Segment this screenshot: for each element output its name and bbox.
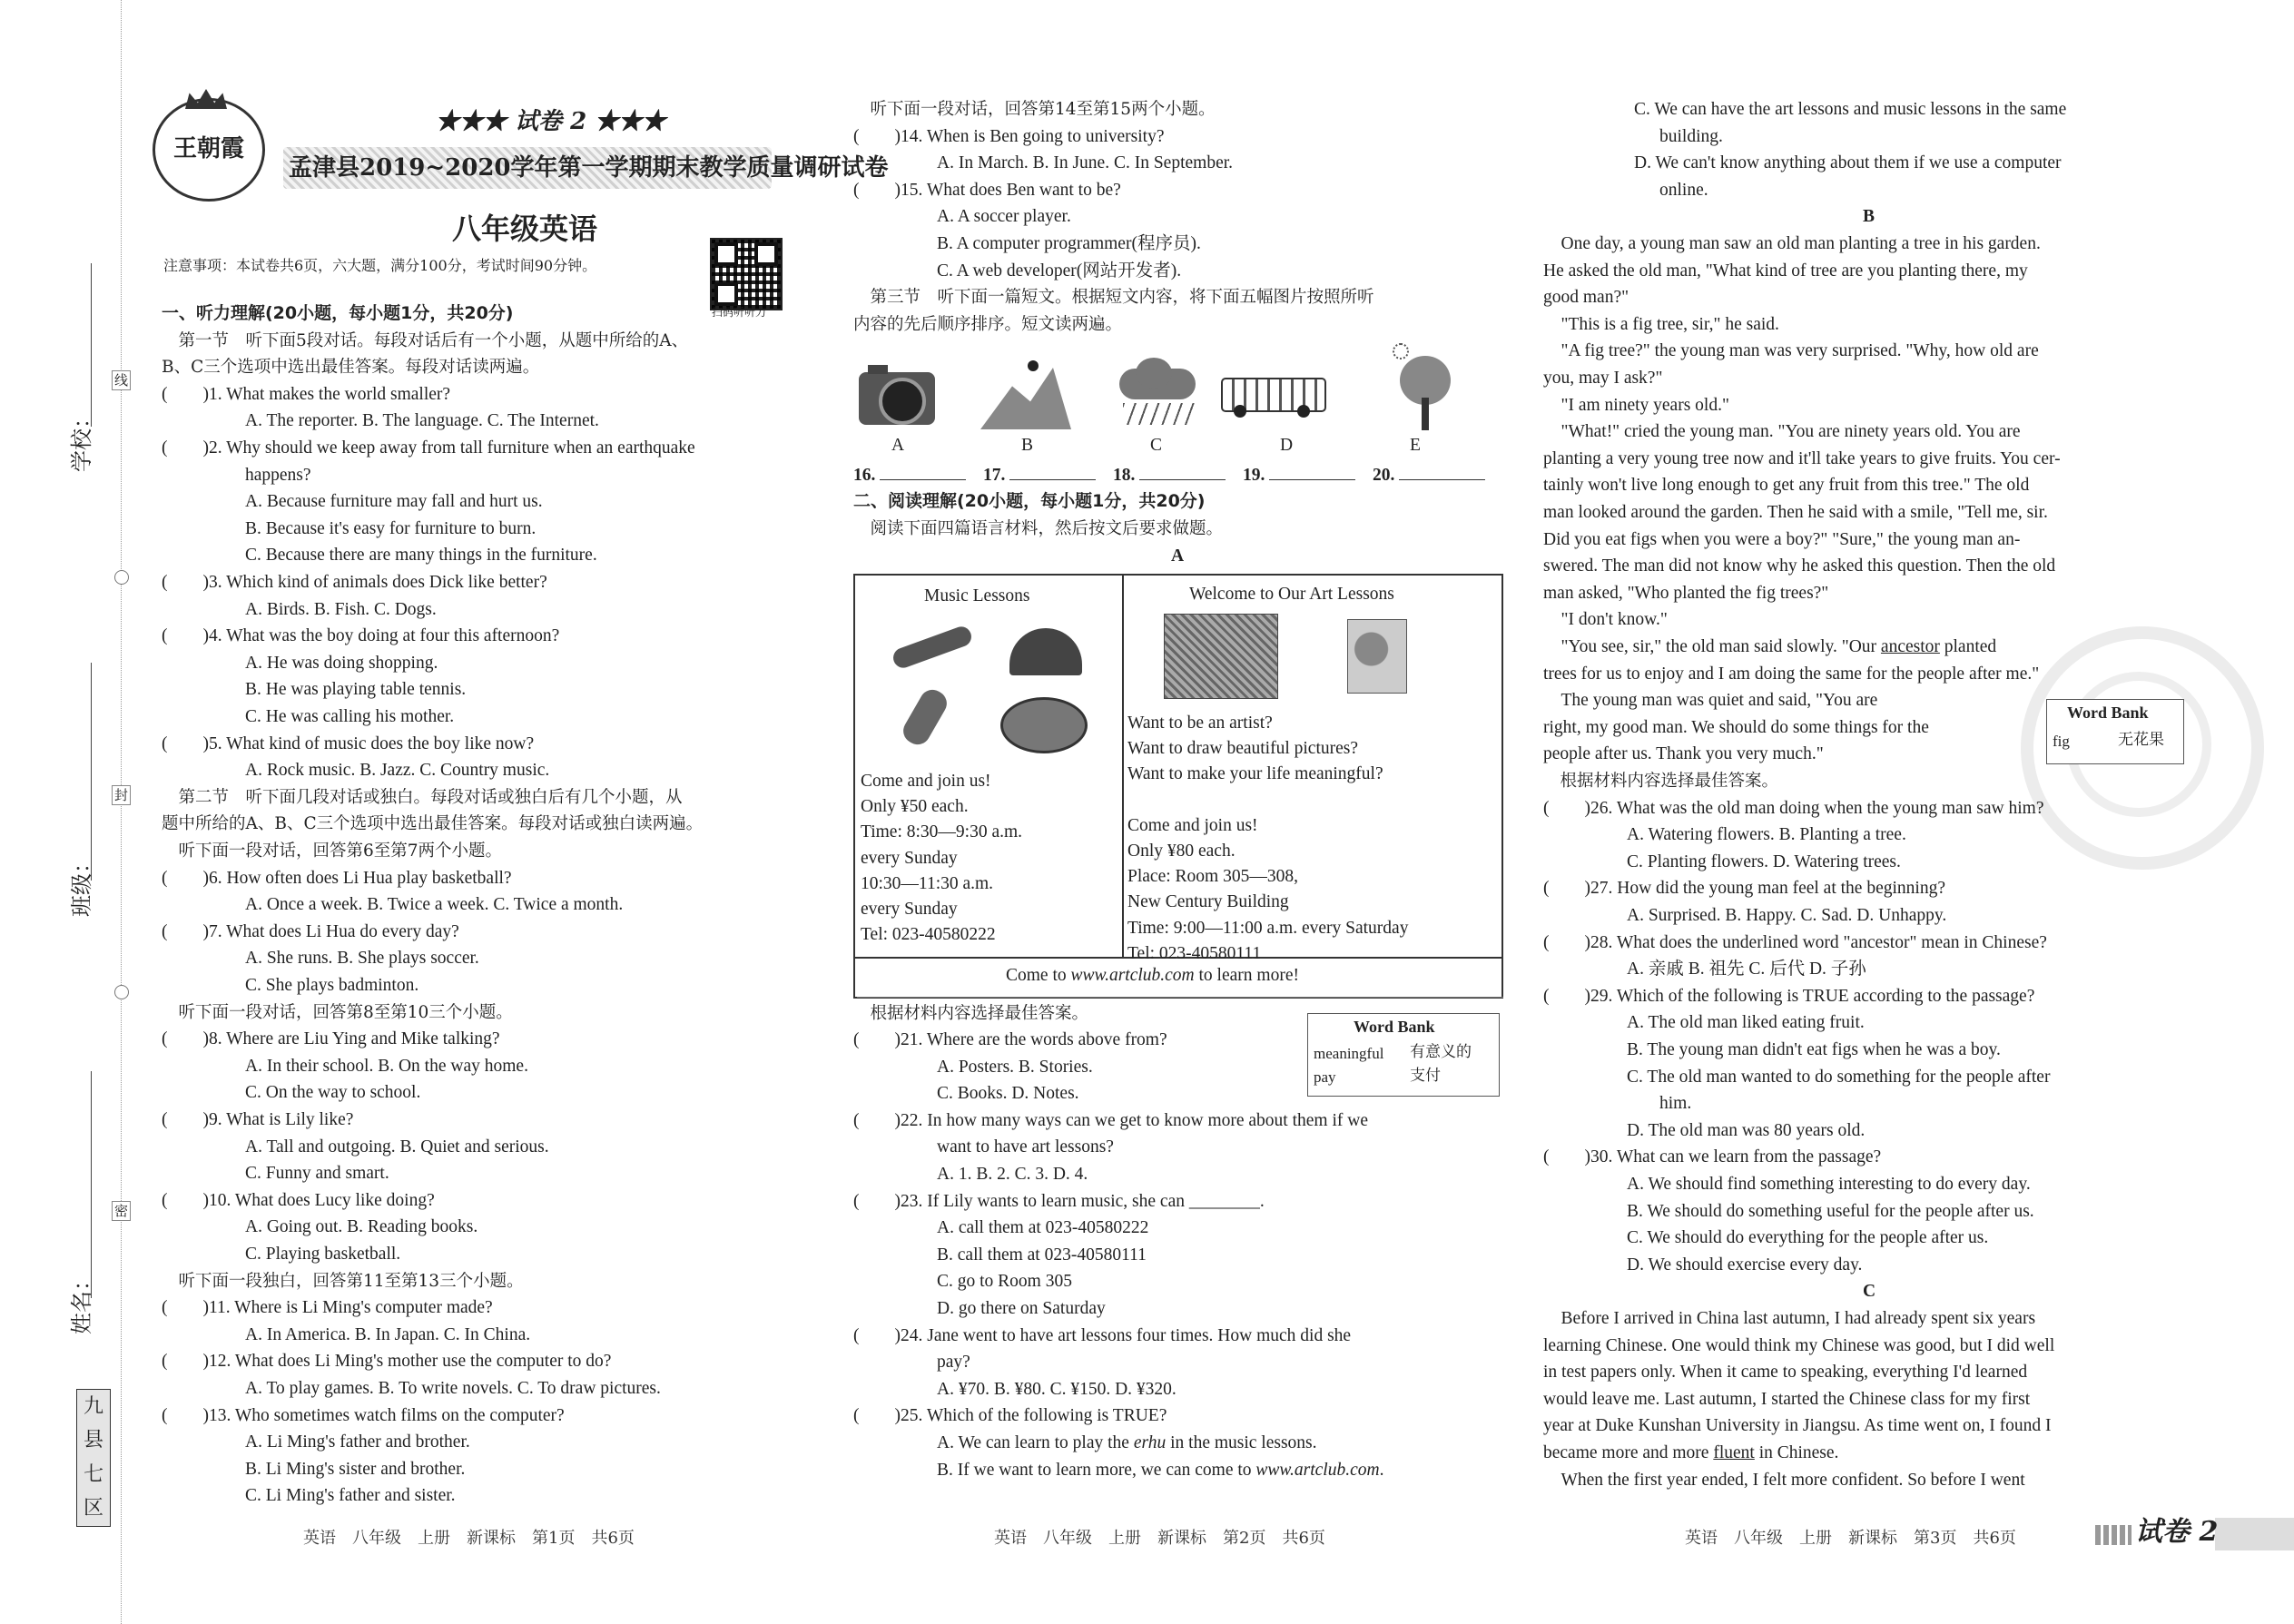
option-line: C. Li Ming's father and sister.: [245, 1486, 456, 1506]
passage-line: year at Duke Kunshan University in Jiangsu. As time went on, I found I: [1543, 1416, 2052, 1436]
binding-dashed-line: [121, 0, 122, 1624]
option-line: B. call them at 023-40580111: [937, 1245, 1147, 1265]
binding-dot-2: [114, 985, 129, 999]
corner-stripe: [2095, 1525, 2132, 1545]
question-line[interactable]: ( )3. Which kind of animals does Dick like better?: [162, 573, 547, 592]
option-line: B. Li Ming's sister and brother.: [245, 1459, 466, 1479]
question-line[interactable]: ( )10. What does Lucy like doing?: [162, 1190, 435, 1210]
passage-line: He asked the old man, "What kind of tree are you planting there, my: [1543, 261, 2028, 281]
picture-label-e: E: [1410, 436, 1421, 455]
piano-icon: [1009, 628, 1082, 675]
name-blank: [91, 1071, 92, 1298]
passage-line: The young man was quiet and said, "You are: [1543, 691, 1878, 711]
lesson-info-line: Tel: 023-40580222: [861, 925, 996, 945]
passage-line: "You see, sir," the old man said slowly. "Our ancestor planted: [1543, 637, 1997, 656]
school-label: 学校：: [69, 407, 94, 472]
option-line: A. The reporter. B. The language. C. The Internet.: [245, 411, 599, 431]
option-line: C. We can have the art lessons and music lessons in the same: [1634, 100, 2067, 119]
option-line: C. On the way to school.: [245, 1083, 421, 1103]
question-line[interactable]: ( )4. What was the boy doing at four this afternoon?: [162, 626, 560, 646]
seal-mark-line: 线: [112, 370, 131, 390]
option-line: C. A web developer(网站开发者).: [937, 261, 1182, 281]
lesson-info-line: Want to make your life meaningful?: [1127, 764, 1383, 784]
answer-blank-20[interactable]: 20.: [1373, 461, 1485, 489]
question-line[interactable]: ( )14. When is Ben going to university?: [853, 126, 1165, 146]
instruction-line: 题中所给的A、B、C三个选项中选出最佳答案。每段对话或独白读两遍。: [162, 814, 704, 834]
lesson-info-line: Place: Room 305—308,: [1127, 867, 1298, 887]
lesson-info-line: Only ¥80 each.: [1127, 842, 1236, 861]
picture-label-b: B: [1021, 436, 1034, 455]
option-line: C. She plays badminton.: [245, 976, 419, 995]
question-line[interactable]: ( )29. Which of the following is TRUE according to the passage?: [1543, 986, 2035, 1006]
option-line: A. She runs. B. She plays soccer.: [245, 949, 479, 969]
table-footer: Come to www.artclub.com to learn more!: [1006, 966, 1299, 985]
option-line: want to have art lessons?: [937, 1137, 1114, 1157]
passage-line: people after us. Thank you very much.": [1543, 744, 1824, 764]
instruction-line: 内容的先后顺序排序。短文读两遍。: [853, 314, 1123, 334]
question-line[interactable]: ( )27. How did the young man feel at the beginning?: [1543, 879, 1945, 899]
question-line[interactable]: ( )7. What does Li Hua do every day?: [162, 921, 459, 941]
passage-a-label: A: [1171, 546, 1185, 566]
question-line[interactable]: ( )24. Jane went to have art lessons four times. How much did she: [853, 1325, 1352, 1345]
option-line: C. We should do everything for the people after us.: [1627, 1228, 1989, 1248]
picture-label-d: D: [1280, 436, 1294, 455]
region-char: 县: [83, 1429, 103, 1452]
answer-blank-16[interactable]: 16.: [853, 461, 966, 489]
option-line: B. He was playing table tennis.: [245, 680, 467, 700]
option-line: A. call them at 023-40580222: [937, 1218, 1149, 1238]
passage-line: man asked, "Who planted the fig trees?": [1543, 583, 1829, 603]
passage-line: right, my good man. We should do some things for the: [1543, 717, 1929, 737]
passage-line: "A fig tree?" the young man was very surprised. "Why, how old are: [1543, 341, 2039, 361]
picture-label-a: A: [891, 436, 905, 455]
passage-line: tainly won't live long enough to get any fruit from this tree." The old: [1543, 476, 2030, 496]
question-line[interactable]: ( )9. What is Lily like?: [162, 1110, 354, 1129]
answer-blank-17[interactable]: 17.: [983, 461, 1096, 489]
passage-line: good man?": [1543, 288, 1629, 308]
section-title: 一、听力理解(20小题，每小题1分，共20分): [162, 303, 514, 323]
art-lessons-title: Welcome to Our Art Lessons: [1189, 585, 1394, 604]
word-bank-cn: 无花果: [2118, 731, 2164, 749]
word-bank-en-2: pay: [1314, 1068, 1336, 1086]
passage-line: Before I arrived in China last autumn, I had already spent six years: [1543, 1309, 2036, 1328]
passage-line: "I am ninety years old.": [1543, 395, 1729, 415]
seal-mark-seal: 封: [112, 785, 131, 805]
passage-line: you, may I ask?": [1543, 369, 1663, 388]
passage-line: man looked around the garden. Then he said with a smile, "Tell me, sir.: [1543, 503, 2048, 522]
option-line: C. The old man wanted to do something for the people after: [1627, 1067, 2051, 1087]
question-line[interactable]: ( )15. What does Ben want to be?: [853, 180, 1121, 200]
lesson-info-line: Time: 9:00—11:00 a.m. every Saturday: [1127, 918, 1409, 938]
question-line[interactable]: ( )25. Which of the following is TRUE?: [853, 1406, 1167, 1426]
page-footer-2: 英语 八年级 上册 新课标 第2页 共6页: [994, 1529, 1325, 1548]
option-line: A. Once a week. B. Twice a week. C. Twice a month.: [245, 895, 624, 915]
option-line: A. He was doing shopping.: [245, 653, 438, 673]
question-line[interactable]: ( )2. Why should we keep away from tall furniture when an earthquake: [162, 438, 695, 458]
lesson-info-line: Only ¥50 each.: [861, 797, 969, 817]
question-line[interactable]: ( )28. What does the underlined word "ancestor" mean in Chinese?: [1543, 932, 2047, 952]
answer-blank-19[interactable]: 19.: [1243, 461, 1355, 489]
option-line: C. Funny and smart.: [245, 1164, 389, 1184]
seal-mark-secret: 密: [112, 1201, 131, 1221]
table-shadow-line: [857, 997, 1503, 998]
question-line[interactable]: ( )21. Where are the words above from?: [853, 1030, 1167, 1049]
question-line[interactable]: ( )22. In how many ways can we get to know more about them if we: [853, 1110, 1368, 1130]
bus-picture: [1221, 374, 1323, 418]
art-painting-1: [1164, 614, 1278, 699]
subject-title: 八年级英语: [452, 212, 598, 246]
question-line[interactable]: ( )1. What makes the world smaller?: [162, 384, 451, 404]
picture-label-c: C: [1150, 436, 1163, 455]
option-line: D. We should exercise every day.: [1627, 1255, 1863, 1275]
class-label: 班级：: [69, 851, 94, 917]
option-line: building.: [1659, 126, 1723, 146]
question-line[interactable]: ( )8. Where are Liu Ying and Mike talking?: [162, 1029, 500, 1049]
passage-line: in test papers only. When it came to speaking, everything I'd learned: [1543, 1363, 2028, 1383]
region-char: 七: [83, 1462, 103, 1486]
name-label: 姓名：: [69, 1269, 94, 1334]
question-line[interactable]: ( )30. What can we learn from the passage?: [1543, 1147, 1882, 1167]
option-line: A. 1. B. 2. C. 3. D. 4.: [937, 1165, 1088, 1184]
word-bank-b: [2046, 699, 2184, 764]
passage-line: "This is a fig tree, sir," he said.: [1543, 314, 1779, 334]
column-1: [162, 0, 815, 1624]
lesson-info-line: every Sunday: [861, 900, 958, 919]
option-line: D. We can't know anything about them if we use a computer: [1634, 153, 2062, 173]
option-line: D. The old man was 80 years old.: [1627, 1120, 1866, 1140]
lesson-info-line: Want to draw beautiful pictures?: [1127, 739, 1359, 759]
option-line: A. 亲戚 B. 祖先 C. 后代 D. 子孙: [1627, 960, 1866, 979]
passage-a-instruction: 根据材料内容选择最佳答案。: [853, 1004, 1089, 1023]
option-line: A. Li Ming's father and brother.: [245, 1432, 470, 1452]
region-char: 区: [83, 1497, 103, 1521]
option-line: A. Surprised. B. Happy. C. Sad. D. Unhappy.: [1627, 906, 1947, 925]
passage-heading: B: [1863, 207, 1876, 227]
option-line: A. In America. B. In Japan. C. In China.: [245, 1324, 531, 1344]
option-line: pay?: [937, 1353, 970, 1373]
reading-intro: 阅读下面四篇语言材料，然后按文后要求做题。: [853, 519, 1224, 538]
instruction-line: 听下面一段对话，回答第6至第7两个小题。: [162, 842, 503, 861]
option-line: A. In March. B. In June. C. In September.: [937, 153, 1234, 173]
option-line: B. If we want to learn more, we can come to www.artclub.com.: [937, 1460, 1384, 1480]
option-line: him.: [1659, 1094, 1692, 1114]
page-footer-3: 英语 八年级 上册 新课标 第3页 共6页: [1685, 1529, 2016, 1548]
option-line: C. Planting flowers. D. Watering trees.: [1627, 851, 1901, 871]
option-line: A. A soccer player.: [937, 207, 1071, 227]
question-line[interactable]: ( )13. Who sometimes watch films on the computer?: [162, 1405, 565, 1425]
option-line: A. The old man liked eating fruit.: [1627, 1013, 1865, 1033]
option-line: A. In their school. B. On the way home.: [245, 1056, 528, 1076]
artclub-link[interactable]: www.artclub.com: [1070, 966, 1195, 985]
lesson-info-line: Come and join us!: [861, 772, 991, 791]
option-line: A. Going out. B. Reading books.: [245, 1217, 478, 1237]
word-bank-a: [1307, 1013, 1500, 1097]
passage-line: planting a very young tree now and it'll take years to give fruits. You cer-: [1543, 448, 2061, 468]
option-line: C. He was calling his mother.: [245, 707, 455, 726]
option-line: C. go to Room 305: [937, 1272, 1072, 1292]
exam-notice: 注意事项：本试卷共6页，六大题，满分100分，考试时间90分钟。: [163, 257, 597, 274]
passage-line: learning Chinese. One would think my Chinese was good, but I did well: [1543, 1335, 2055, 1355]
page-footer-1: 英语 八年级 上册 新课标 第1页 共6页: [303, 1529, 635, 1548]
option-line: A. We can learn to play the erhu in the music lessons.: [937, 1433, 1317, 1452]
instruction-line: 听下面一段对话，回答第14至第15两个小题。: [853, 100, 1216, 119]
option-line: C. Playing basketball.: [245, 1245, 401, 1264]
passage-line: swered. The man did not know why he asked this question. Then the old: [1543, 556, 2056, 576]
question-line[interactable]: ( )23. If Lily wants to learn music, she can ________.: [853, 1191, 1265, 1211]
option-line: online.: [1659, 180, 1708, 200]
class-blank: [91, 663, 92, 881]
passage-heading: C: [1863, 1282, 1876, 1302]
violin-icon: [899, 685, 951, 749]
instruction-line: 听下面一段对话，回答第8至第10三个小题。: [162, 1002, 513, 1022]
option-line: C. Because there are many things in the furniture.: [245, 546, 597, 566]
instruction-line: 第一节 听下面5段对话。每段对话后有一个小题，从题中所给的A、: [162, 330, 689, 350]
binding-dot-1: [114, 570, 129, 585]
music-lessons-title: Music Lessons: [924, 586, 1030, 605]
guitar-icon: [891, 624, 974, 670]
question-line[interactable]: ( )5. What kind of music does the boy like now?: [162, 733, 535, 753]
school-blank: [91, 263, 92, 427]
passage-line: "I don't know.": [1543, 610, 1668, 630]
tree-picture: [1393, 343, 1456, 430]
instruction-line: 根据材料内容选择最佳答案。: [1543, 772, 1779, 791]
lesson-info-line: Want to be an artist?: [1127, 714, 1273, 733]
word-bank-en: fig: [2053, 733, 2070, 750]
passage-line: trees for us to enjoy and I am doing the same for the people after me.": [1543, 664, 2040, 684]
table-divider-vertical: [1122, 576, 1124, 957]
option-line: A. Birds. B. Fish. C. Dogs.: [245, 599, 437, 619]
lesson-info-line: 10:30—11:30 a.m.: [861, 873, 994, 893]
reading-section-title: 二、阅读理解(20小题，每小题1分，共20分): [853, 491, 1206, 511]
lesson-info-line: Tel: 023-40580111: [1127, 943, 1262, 963]
camera-picture: [855, 361, 939, 430]
brand-name: 王朝霞: [172, 135, 244, 163]
option-line: B. Because it's easy for furniture to burn.: [245, 518, 537, 538]
question-line[interactable]: ( )26. What was the old man doing when the young man saw him?: [1543, 798, 2044, 818]
instruction-line: 第二节 听下面几段对话或独白。每段对话或独白后有几个小题，从: [162, 787, 683, 807]
answer-blank-18[interactable]: 18.: [1113, 461, 1226, 489]
word-bank-cn-2: 支付: [1410, 1067, 1441, 1085]
drum-icon: [1000, 697, 1088, 753]
passage-line: became more and more fluent in Chinese.: [1543, 1443, 1839, 1462]
option-line: A. Posters. B. Stories.: [937, 1057, 1093, 1077]
option-line: A. Rock music. B. Jazz. C. Country music.: [245, 761, 550, 781]
question-line[interactable]: ( )12. What does Li Ming's mother use the computer to do?: [162, 1352, 612, 1372]
corner-label: 试卷 2: [2135, 1516, 2219, 1548]
option-line: B. We should do something useful for the people after us.: [1627, 1201, 2034, 1221]
lesson-info-line: Come and join us!: [1127, 815, 1258, 835]
passage-line: Did you eat figs when you were a boy?" "Sure," the young man an-: [1543, 529, 2021, 549]
passage-line: One day, a young man saw an old man planting a tree in his garden.: [1543, 234, 2041, 253]
exam-title: 孟津县2019~2020学年第一学期期末教学质量调研试卷: [289, 154, 889, 182]
instruction-line: 第三节 听下面一篇短文。根据短文内容，将下面五幅图片按照所听: [853, 288, 1374, 308]
option-line: A. To play games. B. To write novels. C. To draw pictures.: [245, 1379, 661, 1398]
region-box: [76, 1389, 111, 1527]
instruction-line: B、C三个选项中选出最佳答案。每段对话读两遍。: [162, 358, 540, 378]
option-line: happens?: [245, 465, 311, 485]
passage-line: "What!" cried the young man. "You are ninety years old. You are: [1543, 422, 2021, 442]
question-line[interactable]: ( )6. How often does Li Hua play basketball?: [162, 868, 512, 888]
option-line: A. Because furniture may fall and hurt us.: [245, 492, 543, 512]
lesson-info-line: Time: 8:30—9:30 a.m.: [861, 822, 1023, 842]
region-char: 九: [83, 1394, 103, 1418]
instruction-line: 听下面一段独白，回答第11至第13三个小题。: [162, 1271, 524, 1291]
question-line[interactable]: ( )11. Where is Li Ming's computer made?: [162, 1298, 493, 1318]
binding-margin: [0, 0, 145, 1624]
option-line: B. A computer programmer(程序员).: [937, 234, 1201, 253]
option-line: C. Books. D. Notes.: [937, 1084, 1079, 1104]
column-3: [1543, 0, 2197, 1624]
lesson-info-line: New Century Building: [1127, 892, 1289, 912]
option-line: A. ¥70. B. ¥80. C. ¥150. D. ¥320.: [937, 1379, 1177, 1399]
option-line: A. Tall and outgoing. B. Quiet and serious.: [245, 1137, 549, 1156]
corner-band: [2215, 1518, 2294, 1550]
lesson-info-line: every Sunday: [861, 848, 958, 868]
word-bank-en-1: meaningful: [1314, 1045, 1384, 1062]
word-bank-cn-1: 有意义的: [1410, 1043, 1472, 1061]
option-line: A. Watering flowers. B. Planting a tree.: [1627, 825, 1906, 845]
option-line: B. The young man didn't eat figs when he was a boy.: [1627, 1040, 2001, 1059]
word-bank-title: Word Bank: [2067, 704, 2149, 722]
passage-line: would leave me. Last autumn, I started the Chinese class for my first: [1543, 1389, 2031, 1409]
option-line: D. go there on Saturday: [937, 1299, 1106, 1318]
rain-cloud-picture: [1112, 356, 1203, 428]
qr-caption: 扫码听听力: [712, 306, 767, 319]
climbing-picture: [980, 349, 1071, 429]
word-bank-title: Word Bank: [1354, 1018, 1435, 1036]
passage-line: When the first year ended, I felt more confident. So before I went: [1543, 1470, 2025, 1490]
column-2: [853, 0, 1507, 1624]
option-line: A. We should find something interesting to do every day.: [1627, 1175, 2031, 1194]
lessons-table: [853, 574, 1503, 999]
paper-label: ★★★ 试卷 2 ★★★: [436, 108, 666, 135]
art-painting-2: [1347, 619, 1407, 694]
